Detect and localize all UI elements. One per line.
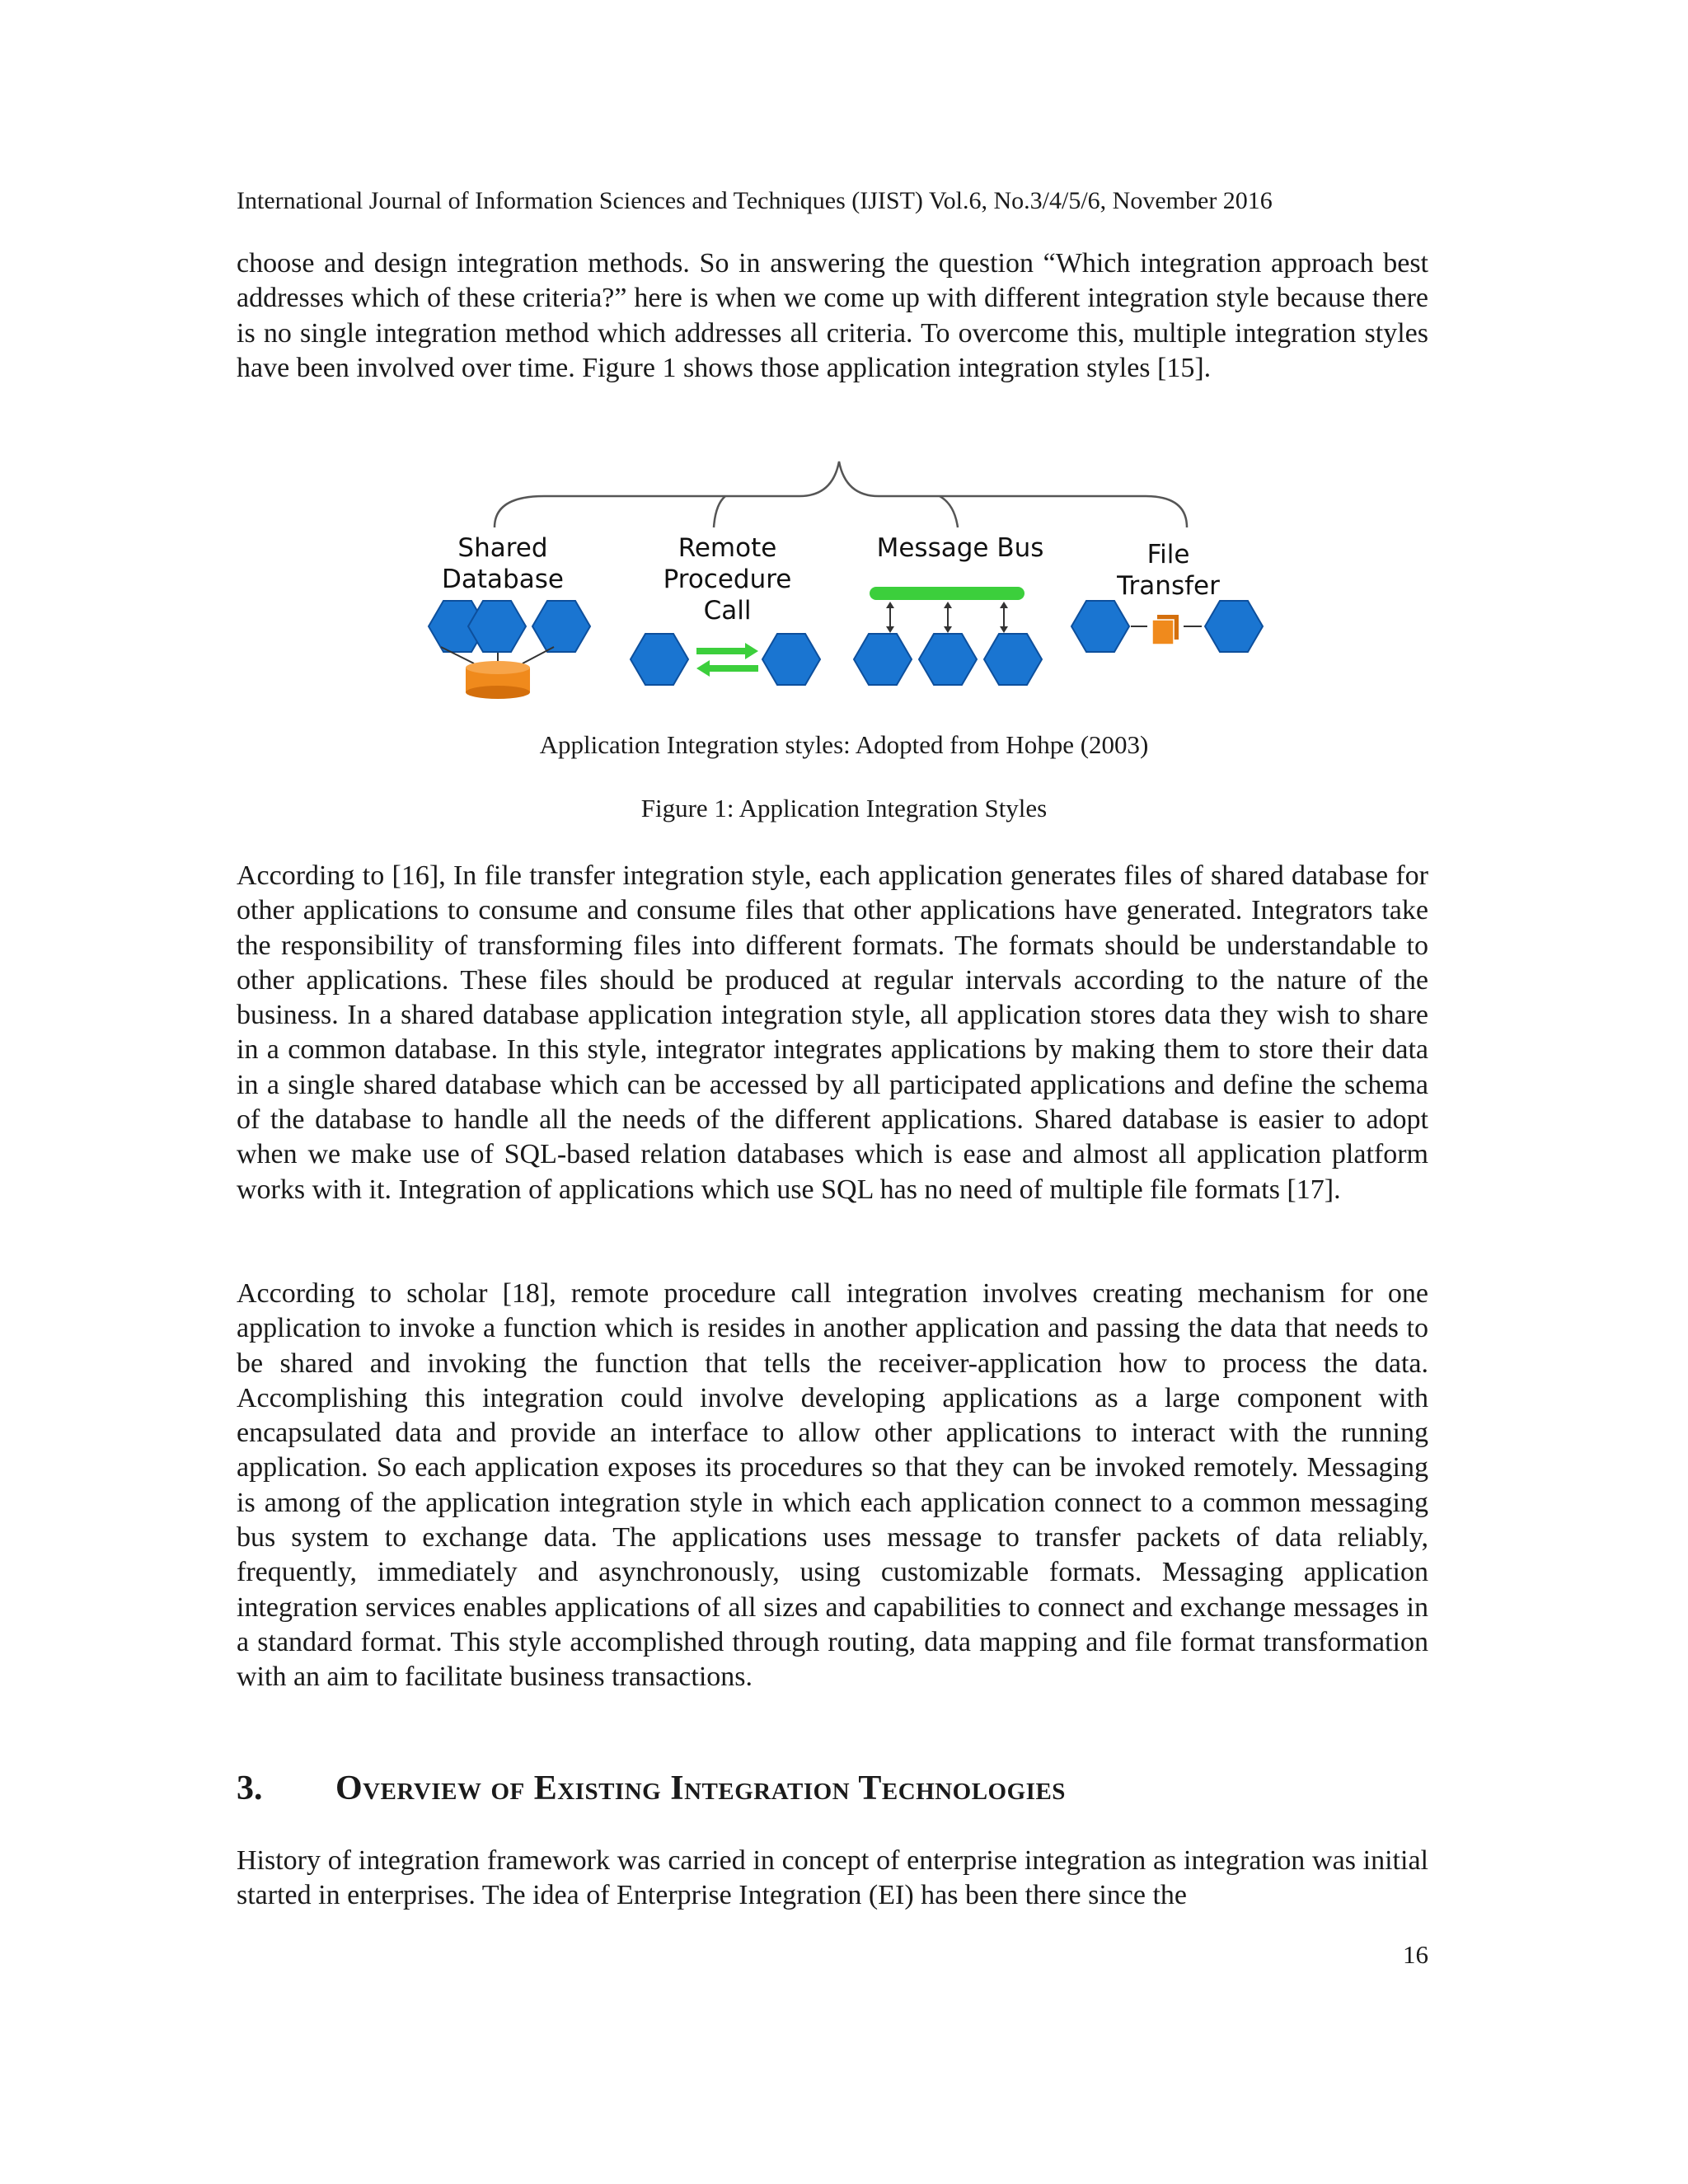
- running-header: International Journal of Information Sciences and Techniques (IJIST) Vol.6, No.3/4/5/6, November 2016: [237, 187, 1273, 214]
- brace-connector: [495, 462, 1187, 527]
- response-arrow-icon: [696, 660, 758, 677]
- label-remote-procedure-call: Remote Procedure Call: [663, 533, 792, 626]
- request-arrow-icon: [696, 643, 758, 659]
- shared-database-group: [429, 601, 590, 699]
- figure-integration-styles: [0, 445, 1688, 709]
- figure-diagram: [0, 445, 1688, 709]
- brace-tick-rpc: [714, 496, 725, 527]
- message-bus-bar: [870, 587, 1025, 600]
- section-title: Overview of Existing Integration Technologies: [335, 1769, 1066, 1807]
- app-hexagon-icon: [762, 634, 820, 685]
- app-hexagon-icon: [1205, 601, 1263, 652]
- label-shared-database: Shared Database: [442, 533, 564, 594]
- app-hexagon-icon: [532, 601, 590, 652]
- figure-caption: Figure 1: Application Integration Styles: [640, 794, 1048, 823]
- app-hexagon-icon: [854, 634, 912, 685]
- section-heading: [237, 1764, 1428, 1813]
- app-hexagon-icon: [984, 634, 1042, 685]
- label-message-bus: Message Bus: [876, 533, 1044, 563]
- page-number: 16: [1403, 1940, 1428, 1969]
- database-cylinder-icon: [466, 661, 530, 699]
- rpc-group: [631, 634, 820, 685]
- file-document-icon: [1152, 615, 1179, 644]
- paragraph-intro: choose and design integration methods. So in answering the question “Which integration approach best addresses which of these criteria?” here is when we come up with different integration style because there is no single integration method which addresses all criteria. To overcome this, multiple integration styles have been involved over time. Figure 1 shows those application integration styles [15].: [237, 248, 1428, 383]
- app-hexagon-icon: [919, 634, 977, 685]
- figure-source-caption: Application Integration styles: Adopted from Hohpe (2003): [539, 730, 1149, 759]
- paragraph-rpc-messaging: According to scholar [18], remote procedure call integration involves creating mechanism for one application to invoke a function which is resides in another application and passing the data that needs to be shared and invoking the function that tells the receiver-application how to process the data. Accomplishing this integration could involve developing applications as a large component with encapsulated data and provide an interface to allow other applications to interact with the running application. So each application exposes its procedures so that they can be invoked remotely. Messaging is among of the application integration style in which each application connect to a common messaging bus system to exchange data. The applications uses message to transfer packets of data reliably, frequently, immediately and asynchronously, using customizable formats. Messaging application integration services enables applications of all sizes and capabilities to connect and exchange messages in a standard format. This style accomplished through routing, data mapping and file format transformation with an aim to facilitate business transactions.: [237, 1278, 1428, 1693]
- paragraph-integration-history: History of integration framework was carried in concept of enterprise integration as integration was initial started in enterprises. The idea of Enterprise Integration (EI) has been there since the: [237, 1845, 1428, 1911]
- label-file-transfer: File Transfer: [1117, 540, 1220, 601]
- message-bus-group: [854, 587, 1042, 685]
- file-transfer-group: [1071, 601, 1263, 652]
- brace-tick-bus: [940, 496, 958, 527]
- section-number: 3.: [237, 1769, 263, 1807]
- paragraph-file-transfer-shared-db: According to [16], In file transfer integration style, each application generates files of shared database for other applications to consume and consume files that other applications have generated. Integrators take the responsibility of transforming files into different formats. The formats should be understandable to other applications. These files should be produced at regular intervals according to the nature of the business. In a shared database application integration style, all application stores data they wish to share in a common database. In this style, integrator integrates applications by making them to store their data in a single shared database which can be accessed by all participated applications and define the schema of the database to handle all the needs of the different applications. Shared database is easier to adopt when we make use of SQL-based relation databases which is ease and almost all application platform works with it. Integration of applications which use SQL has no need of multiple file formats [17].: [237, 860, 1428, 1205]
- app-hexagon-icon: [631, 634, 688, 685]
- app-hexagon-icon: [1071, 601, 1129, 652]
